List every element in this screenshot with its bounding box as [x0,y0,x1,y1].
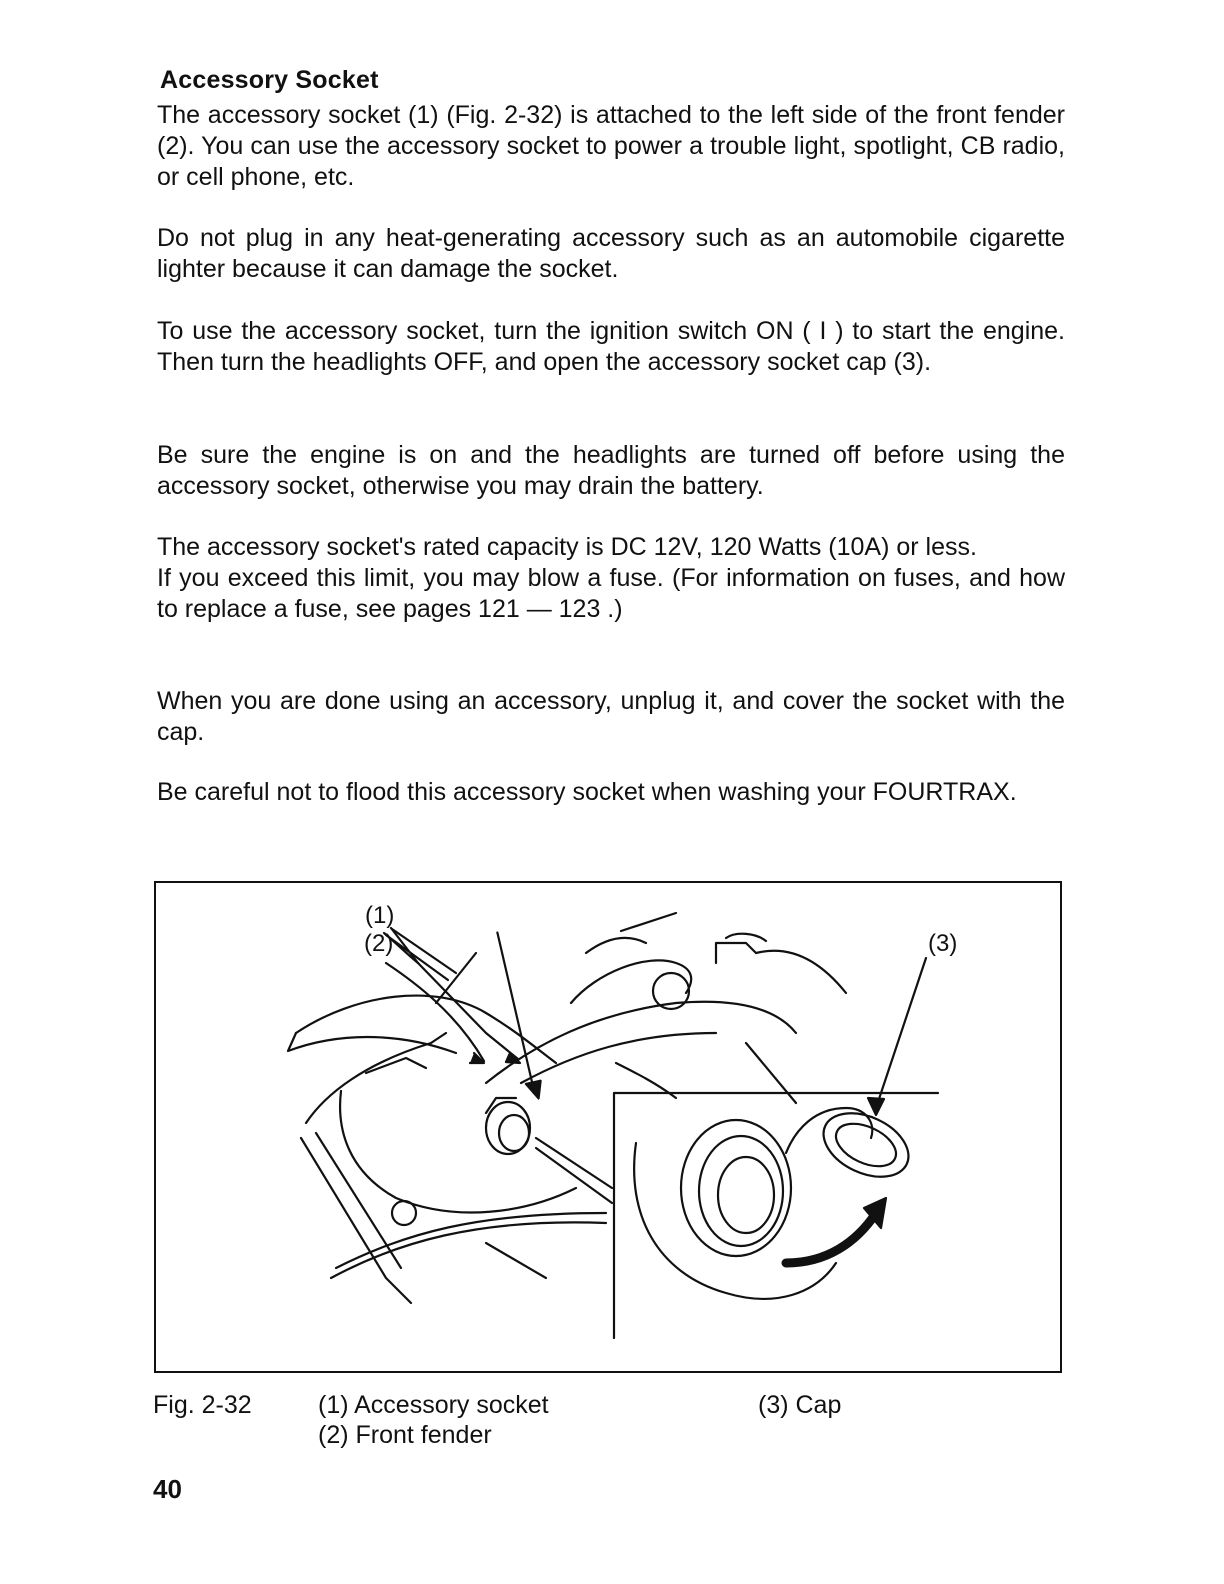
handlebar-part [586,938,646,953]
handlebar-lever [621,913,676,931]
paragraph-warning-heat-text: Do not plug in any heat-generating accessory such as an automobile cigarette lighter because it can damage the socket. [157,224,1065,283]
figure-label: Fig. 2-32 [153,1391,252,1419]
callout-fender: (2) [364,930,394,957]
fender-upper-curve [296,996,556,1063]
callout-cap: (3) [928,930,958,957]
paragraph-fuse-text: If you exceed this limit, you may blow a fuse. (For information on fuses, and how to replace a fuse, see pages 121 — 123 .) [157,564,1065,623]
body-upper-line [486,1002,796,1083]
caption-item-2: (2) Front fender [318,1421,492,1449]
handle-grip [726,934,766,941]
leader-cap [876,958,926,1108]
open-arrow-shaft [786,1213,876,1263]
inset-socket-inner [699,1136,783,1246]
inset-socket-body [634,1143,836,1299]
handle-curve [756,951,846,993]
callout-socket: (1) [365,902,395,929]
paragraph-usage [157,316,1065,378]
paragraph-warning-heat [157,223,1065,285]
paragraph-unplug-text: When you are done using an accessory, unplug it, and cover the socket with the cap. [157,687,1065,746]
rack-bolt [392,1201,416,1225]
inset-cap-inner [829,1115,902,1175]
atv-fender-drawing [156,883,1060,1371]
body-line-a [436,953,476,1003]
paragraph-battery-text: Be sure the engine is on and the headlights are turned off before using the accessory socket, otherwise you may drain the battery. [157,441,1065,500]
paragraph-capacity [157,532,1065,625]
rack-lower-bar [331,1222,606,1278]
rack-lower-bar-inner [336,1213,606,1268]
leader-socket-head [526,1079,546,1101]
paragraph-washing [157,777,1065,808]
tank-outline [571,960,691,1003]
leader-fender-seg [386,935,448,980]
page-number: 40 [153,1474,182,1504]
leader-socket [479,933,554,1094]
rack-strut [486,1243,546,1278]
paragraph-unplug [157,686,1065,748]
leader-cap-head [868,1098,884,1115]
leader-fender-line [391,928,518,1059]
inset-pointer-upper [536,1138,612,1188]
fender-left-panel [306,1033,446,1123]
caption-items-left [318,1390,549,1450]
paragraph-washing-text: Be careful not to flood this accessory socket when washing your FOURTRAX. [157,778,1017,806]
paragraph-capacity-text: The accessory socket's rated capacity is DC 12V, 120 Watts (10A) or less. [157,533,977,561]
leader-fender-seg2 [392,929,456,973]
figure-illustration [154,881,1062,1373]
paragraph-usage-text: To use the accessory socket, turn the ignition switch ON ( I ) to start the engine. Then turn the headlights OFF, and open the accessory socket cap (3). [157,317,1065,376]
rack-front-bar-inner [316,1133,401,1268]
caption-item-1: (1) Accessory socket [318,1391,549,1419]
inset-pointer-lower [536,1148,612,1203]
accessory-socket-cap-drawing [499,1115,529,1151]
caption-item-3: (3) Cap [758,1391,842,1419]
inset-socket-hole [718,1157,774,1233]
handle-bracket [716,943,756,963]
paragraph-battery [157,440,1065,502]
paragraph-intro-text: The accessory socket (1) (Fig. 2-32) is attached to the left side of the front fender (2). You can use the accessory socket to power a trouble light, spotlight, CB radio, or cell phone, etc. [157,101,1065,191]
paragraph-intro [157,100,1065,193]
section-heading: Accessory Socket [160,66,379,94]
